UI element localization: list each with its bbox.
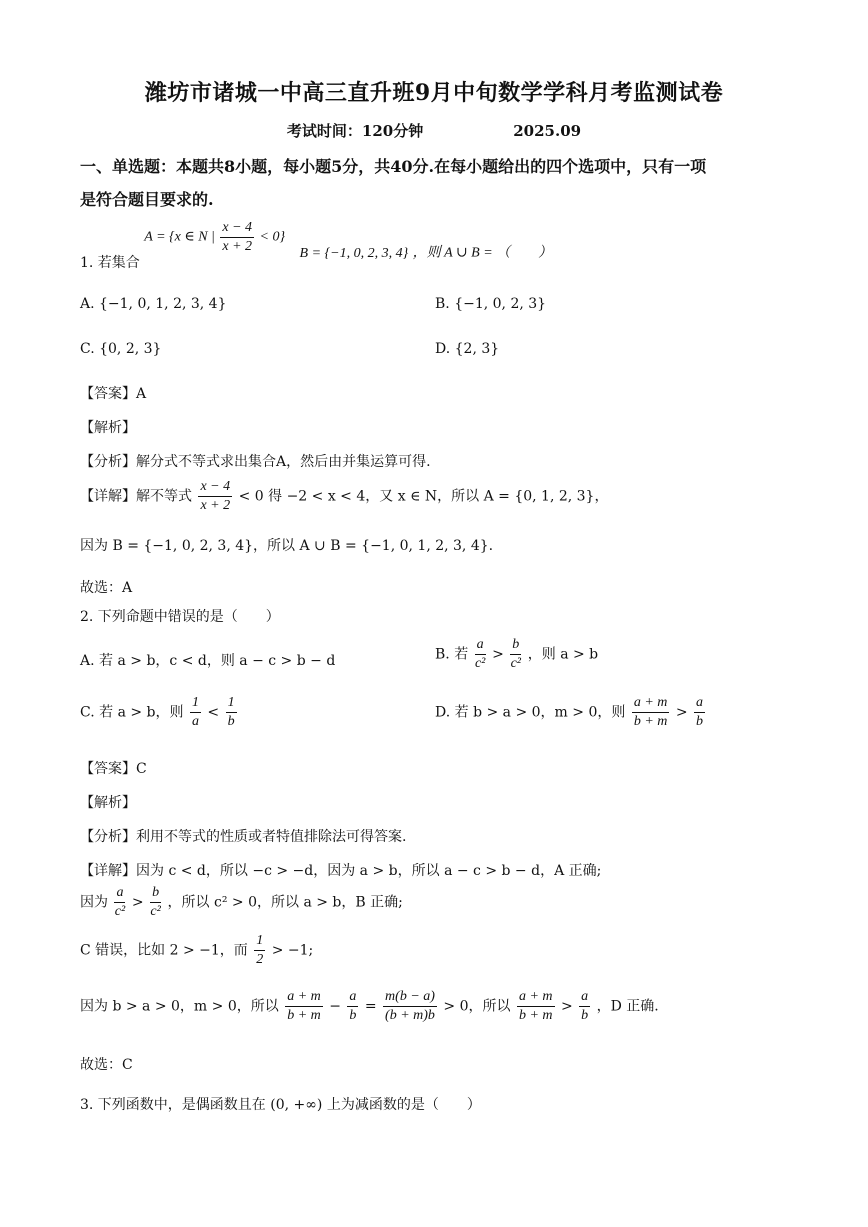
exam-info — [0, 120, 868, 141]
q1-choose: 故选：A — [80, 580, 133, 596]
q1-set-a-den: x + 2 — [222, 239, 253, 254]
q1-detail-post: < 0 得 −2 < x < 4，又 x ∈ N，所以 A = {0, 1, 2, 3}， — [238, 488, 609, 505]
q2-detail-2-pre: 因为 — [80, 894, 108, 911]
q2-d4-den1: b + m — [287, 1008, 321, 1023]
q1-option-c: C. {0, 2, 3} — [80, 341, 162, 357]
q2-b-den1: c² — [474, 656, 486, 671]
q1-set-a-tail: < 0} — [259, 229, 286, 245]
exam-time: 考试时间：120分钟 — [286, 122, 424, 140]
q2-d-num2: a — [694, 694, 705, 713]
q2-d4-den5: b — [581, 1008, 589, 1023]
q2-detail-2: 因为 $\frac{a}{\text{c²}}$ > $\frac{b}{\text{c²}}$ ，所以 c² > 0，所以 a > b，B 正确; — [80, 885, 403, 919]
q2-c-num2: 1 — [226, 694, 237, 713]
q2-d4-num5: a — [579, 988, 590, 1007]
exam-date: 2025.09 — [513, 122, 582, 140]
q2-stem: 2. 下列命题中错误的是（ ） — [80, 609, 280, 625]
q1-answer: 【答案】A — [80, 386, 147, 402]
section-header-line2: 是符合题目要求的. — [80, 190, 214, 209]
q2-d4-den4: b + m — [518, 1008, 553, 1023]
q2-d4-num3: m(b − a) — [383, 988, 437, 1007]
q2-b-num2: b — [510, 636, 521, 655]
q1-prefix: 1. 若集合 — [80, 255, 140, 271]
q1-analysis: 【分析】解分式不等式求出集合A，然后由并集运算可得. — [80, 454, 431, 470]
q2-detail-3-post: > −1; — [271, 942, 314, 959]
q2-b-num1: a — [475, 636, 486, 655]
q2-d-den2: b — [696, 714, 704, 729]
q2-d2-den1: c² — [114, 904, 126, 919]
q2-d2-num2: b — [150, 884, 161, 903]
q1-detail-2: 因为 B = {−1, 0, 2, 3, 4}，所以 A ∪ B = {−1, 0, 1, 2, 3, 4}. — [80, 538, 494, 554]
q2-d-num1: a + m — [632, 694, 670, 713]
q1-option-b: B. {−1, 0, 2, 3} — [435, 296, 547, 312]
q2-c-num1: 1 — [190, 694, 201, 713]
q2-d4-num2: a — [347, 988, 358, 1007]
q1-set-b: B = {−1, 0, 2, 3, 4} — [299, 245, 409, 261]
q2-option-d-pre: D. 若 b > a > 0，m > 0，则 — [435, 704, 626, 721]
q1-set-a-num: x − 4 — [220, 219, 254, 238]
q1-detail-pre: 【详解】解不等式 — [80, 488, 192, 505]
q2-c-den1: a — [191, 714, 199, 729]
q2-d3-num: 1 — [254, 932, 265, 951]
section-header — [80, 150, 780, 216]
q2-detail-1: 【详解】因为 c < d，所以 −c > −d，因为 a > b，所以 a − c > b − d，A 正确; — [80, 863, 602, 879]
q2-option-b: B. 若 $\frac{a}{\text{c²}}$ > $\frac{b}{\text{c²}}$ ，则 a > b — [435, 637, 599, 671]
q1-detail — [80, 478, 608, 515]
q1-option-a: A. {−1, 0, 1, 2, 3, 4} — [80, 296, 227, 312]
q2-d4-den2: b — [349, 1008, 357, 1023]
q2-detail-4-post1: > 0，所以 — [443, 998, 511, 1015]
q2-d4-num1: a + m — [285, 988, 323, 1007]
q2-d4-den3: (b + m)b — [385, 1008, 435, 1023]
q2-d2-den2: c² — [150, 904, 161, 919]
q1-set-a-lhs: A = {x ∈ N | — [144, 229, 215, 245]
q2-option-b-pre: B. 若 — [435, 646, 469, 663]
q2-d4-num4: a + m — [517, 988, 555, 1007]
q2-detail-4-post2: ，D 正确. — [596, 998, 659, 1015]
q2-option-a: A. 若 a > b，c < d，则 a − c > b − d — [80, 653, 336, 669]
q2-option-c: C. 若 a > b，则 $\frac{1}{a}$ < $\frac{1}{b}$ — [80, 695, 235, 729]
q2-analysis-head: 【解析】 — [80, 795, 136, 811]
q2-c-den2: b — [227, 714, 235, 729]
q2-choose: 故选：C — [80, 1057, 133, 1073]
page-title: 潍坊市诸城一中高三直升班9月中旬数学学科月考监测试卷 — [144, 80, 724, 106]
q2-d3-den: 2 — [256, 952, 264, 967]
q2-option-b-post: ，则 a > b — [527, 646, 599, 663]
q2-d-den1: b + m — [633, 714, 668, 729]
q2-d2-num1: a — [114, 884, 125, 903]
q2-answer: 【答案】C — [80, 761, 147, 777]
q2-detail-4-pre: 因为 b > a > 0，m > 0，所以 — [80, 998, 279, 1015]
q1-analysis-head: 【解析】 — [80, 420, 136, 436]
q2-detail-4: 因为 b > a > 0，m > 0，所以 $\frac{a + m}{b + m}$ − $\frac{a}{b}$ = $\frac{m(b - a)}{(b + m)b}$ > 0，所以 $\frac{a + m}{b + m}$ > $\frac{a}{b}$ ，D 正确. — [80, 989, 659, 1023]
q2-option-c-pre: C. 若 a > b，则 — [80, 704, 184, 721]
q2-detail-3 — [80, 932, 313, 969]
q3-stem: 3. 下列函数中，是偶函数且在 (0, +∞) 上为减函数的是（ ） — [80, 1097, 481, 1113]
q2-b-den2: c² — [510, 656, 521, 671]
q2-detail-2-post: ，所以 c² > 0，所以 a > b，B 正确; — [167, 894, 403, 911]
q2-detail-3-pre: C 错误，比如 2 > −1，而 — [80, 942, 248, 959]
q1-ask: ，则 A ∪ B = （ ） — [412, 245, 553, 261]
q2-analysis: 【分析】利用不等式的性质或者特值排除法可得答案. — [80, 829, 407, 845]
q1-stem — [80, 222, 552, 272]
section-header-line1: 一、单选题：本题共8小题，每小题5分，共40分.在每小题给出的四个选项中，只有一项 — [80, 157, 707, 176]
q1-detail-num: x − 4 — [198, 478, 232, 497]
q2-option-d: D. 若 b > a > 0，m > 0，则 $\frac{a + m}{b + m}$ > $\frac{a}{b}$ — [435, 695, 704, 729]
q1-option-d: D. {2, 3} — [435, 341, 500, 357]
q1-detail-den: x + 2 — [200, 498, 231, 513]
